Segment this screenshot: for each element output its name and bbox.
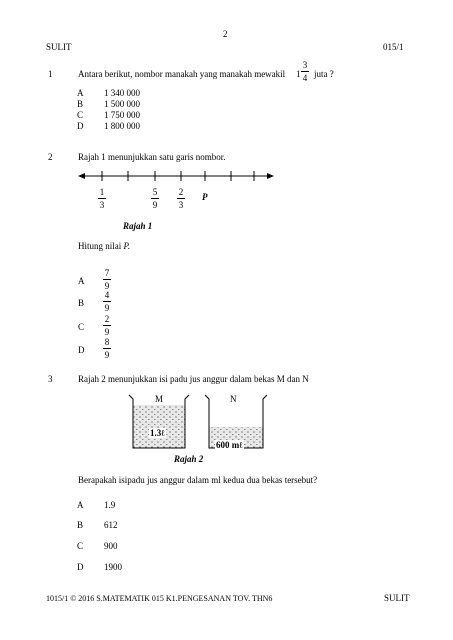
option-letter: C bbox=[77, 110, 84, 120]
q1-fraction-den: 4 bbox=[302, 73, 308, 83]
fraction-den: 9 bbox=[104, 350, 110, 360]
option-value: 1 500 000 bbox=[104, 99, 140, 109]
number-line bbox=[0, 165, 453, 195]
option-letter: D bbox=[77, 121, 84, 131]
line-label-1 bbox=[98, 187, 106, 210]
option-fraction bbox=[103, 314, 111, 337]
option-value: 900 bbox=[104, 541, 118, 551]
fraction-num: 5 bbox=[152, 187, 158, 197]
fraction-num: 2 bbox=[178, 187, 184, 197]
option-fraction bbox=[103, 268, 111, 291]
option-fraction bbox=[103, 290, 111, 313]
option-letter: B bbox=[78, 298, 85, 308]
option-letter: A bbox=[77, 88, 84, 98]
fraction-bar bbox=[103, 325, 111, 326]
footer-right: SULIT bbox=[384, 593, 410, 603]
beaker-m-volume: 1.3ℓ bbox=[150, 428, 165, 438]
q3-prompt: Berapakah isipadu jus anggur dalam ml kedua dua bekas tersebut? bbox=[78, 475, 318, 485]
fraction-num: 7 bbox=[104, 268, 110, 278]
fraction-den: 3 bbox=[178, 200, 184, 210]
q2-number: 2 bbox=[48, 152, 53, 162]
option-fraction bbox=[103, 337, 111, 360]
fraction-num: 4 bbox=[104, 290, 110, 300]
beaker-m-label: M bbox=[155, 394, 164, 404]
option-value: 612 bbox=[104, 520, 118, 530]
option-letter: A bbox=[77, 500, 84, 510]
fraction-bar bbox=[103, 301, 111, 302]
fraction-den: 9 bbox=[104, 303, 110, 313]
option-value: 1.9 bbox=[104, 500, 116, 510]
line-label-3 bbox=[177, 187, 185, 210]
fraction-bar bbox=[177, 198, 185, 199]
q1-number: 1 bbox=[48, 69, 53, 79]
q2-prompt-var: P. bbox=[123, 241, 131, 251]
rajah-2-caption: Rajah 2 bbox=[174, 454, 204, 464]
fraction-bar bbox=[301, 71, 309, 72]
option-letter: D bbox=[78, 345, 85, 355]
q3-number: 3 bbox=[48, 374, 53, 384]
q1-suffix: juta ? bbox=[314, 69, 334, 79]
option-letter: B bbox=[77, 520, 84, 530]
footer-left: 1015/1 © 2016 S.MATEMATIK 015 K1.PENGESANAN TOV. THN6 bbox=[46, 594, 273, 603]
fraction-bar bbox=[151, 198, 159, 199]
option-letter: C bbox=[78, 322, 85, 332]
q1-fraction-num: 3 bbox=[302, 60, 308, 70]
option-letter: A bbox=[78, 276, 85, 286]
fraction-den: 9 bbox=[152, 200, 158, 210]
fraction-num: 8 bbox=[104, 337, 110, 347]
fraction-den: 3 bbox=[99, 200, 105, 210]
q1-mixed-whole: 1 bbox=[296, 69, 301, 79]
q1-text: Antara berikut, nombor manakah yang manakah mewakil bbox=[78, 69, 286, 79]
option-value: 1900 bbox=[104, 562, 122, 572]
fraction-bar bbox=[103, 348, 111, 349]
header-left: SULIT bbox=[46, 42, 72, 52]
option-value: 1 750 000 bbox=[104, 110, 140, 120]
q2-text: Rajah 1 menunjukkan satu garis nombor. bbox=[78, 152, 226, 162]
q1-mixed-fraction bbox=[301, 60, 309, 83]
option-letter: D bbox=[77, 562, 84, 572]
beaker-n-volume: 600 mℓ bbox=[216, 440, 243, 450]
header-right: 015/1 bbox=[383, 42, 404, 52]
fraction-den: 9 bbox=[104, 327, 110, 337]
fraction-num: 2 bbox=[104, 314, 110, 324]
rajah-1-caption: Rajah 1 bbox=[123, 221, 153, 231]
fraction-bar bbox=[103, 279, 111, 280]
q2-prompt-text: Hitung nilai bbox=[78, 241, 122, 251]
page-number: 2 bbox=[223, 29, 228, 39]
beaker-n-label: N bbox=[230, 394, 237, 404]
fraction-num: 1 bbox=[99, 187, 105, 197]
option-letter: C bbox=[77, 541, 84, 551]
line-label-2 bbox=[151, 187, 159, 210]
q2-prompt bbox=[78, 241, 130, 251]
option-value: 1 800 000 bbox=[104, 121, 140, 131]
fraction-bar bbox=[98, 198, 106, 199]
option-letter: B bbox=[77, 99, 84, 109]
p-marker: P bbox=[202, 192, 208, 202]
q3-text: Rajah 2 menunjukkan isi padu jus anggur dalam bekas M dan N bbox=[78, 374, 309, 384]
fraction-den: 9 bbox=[104, 281, 110, 291]
option-value: 1 340 000 bbox=[104, 88, 140, 98]
